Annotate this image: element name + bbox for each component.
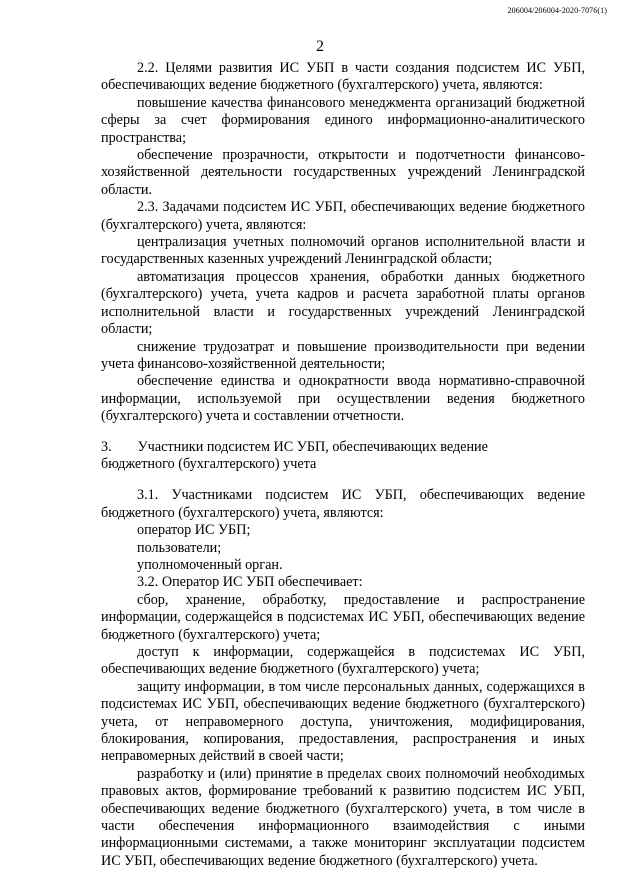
- section-3-title: [101, 439, 585, 474]
- paragraph: обеспечение прозрачности, открытости и подотчетности финансово-хозяйственной деятельности государственных учреждений Ленинградской области.: [101, 147, 585, 198]
- paragraph: разработку и (или) принятие в пределах своих полномочий необходимых правовых актов, формирование требований к развитию подсистем ИС УБП, обеспечивающих ведение бюджетного (бухгалтерского) учета, в том числе в части обеспечения информационного взаимодействия с иными информационными системами, а также мониторинг эксплуатации подсистем ИС УБП, обеспечивающих ведение бюджетного (бухгалтерского) учета.: [101, 765, 585, 869]
- paragraph: автоматизация процессов хранения, обработки данных бюджетного (бухгалтерского) учета, учета кадров и расчета заработной платы органов исполнительной власти и государственных учреждений Ленинградской области;: [101, 268, 585, 338]
- paragraph-3-2: 3.2. Оператор ИС УБП обеспечивает:: [137, 574, 363, 591]
- paragraph: доступ к информации, содержащейся в подсистемах ИС УБП, обеспечивающих ведение бюджетного (бухгалтерского) учета;: [101, 644, 585, 678]
- list-item: пользователи;: [137, 539, 222, 556]
- paragraph: обеспечение единства и однократности ввода нормативно-справочной информации, используемой при осуществлении ведения бюджетного (бухгалтерского) учета и составлении отчетности.: [101, 373, 585, 425]
- document-body: [101, 60, 585, 870]
- paragraph: повышение качества финансового менеджмента организаций бюджетной сферы за счет формирования единого информационно-аналитического пространства;: [101, 94, 585, 146]
- paragraph: централизация учетных полномочий органов исполнительной власти и государственных казенных учреждений Ленинградской области;: [101, 234, 585, 268]
- section-title-line2: бюджетного (бухгалтерского) учета: [101, 455, 317, 472]
- list-item: уполномоченный орган.: [137, 556, 283, 573]
- paragraph: сбор, хранение, обработку, предоставление и распространение информации, содержащейся в подсистемах ИС УБП, обеспечивающих ведение бюджетного (бухгалтерского) учета;: [101, 591, 585, 643]
- paragraph-2-2: 2.2. Целями развития ИС УБП в части создания подсистем ИС УБП, обеспечивающих ведение бюджетного (бухгалтерского) учета, являются:: [101, 60, 585, 94]
- paragraph: защиту информации, в том числе персональных данных, содержащихся в подсистемах ИС УБП, обеспечивающих ведение бюджетного (бухгалтерского) учета, от неправомерного доступа, уничтожения, модифицирования, блокирования, копирования, предоставления, распространения и иных неправомерных действий в своей части;: [101, 678, 585, 765]
- paragraph: снижение трудозатрат и повышение производительности при ведении учета финансово-хозяйственной деятельности;: [101, 338, 585, 372]
- list-item: оператор ИС УБП;: [137, 522, 251, 539]
- page-number: 2: [316, 38, 324, 55]
- paragraph-3-1: 3.1. Участниками подсистем ИС УБП, обеспечивающих ведение бюджетного (бухгалтерского) учета, являются:: [101, 487, 585, 521]
- document-id: 206004/206004-2020-7076(1): [507, 6, 607, 15]
- section-number: 3.: [101, 438, 112, 455]
- paragraph-2-3: 2.3. Задачами подсистем ИС УБП, обеспечивающих ведение бюджетного (бухгалтерского) учета, являются:: [101, 199, 585, 233]
- section-title-line1: Участники подсистем ИС УБП, обеспечивающих ведение: [137, 438, 488, 455]
